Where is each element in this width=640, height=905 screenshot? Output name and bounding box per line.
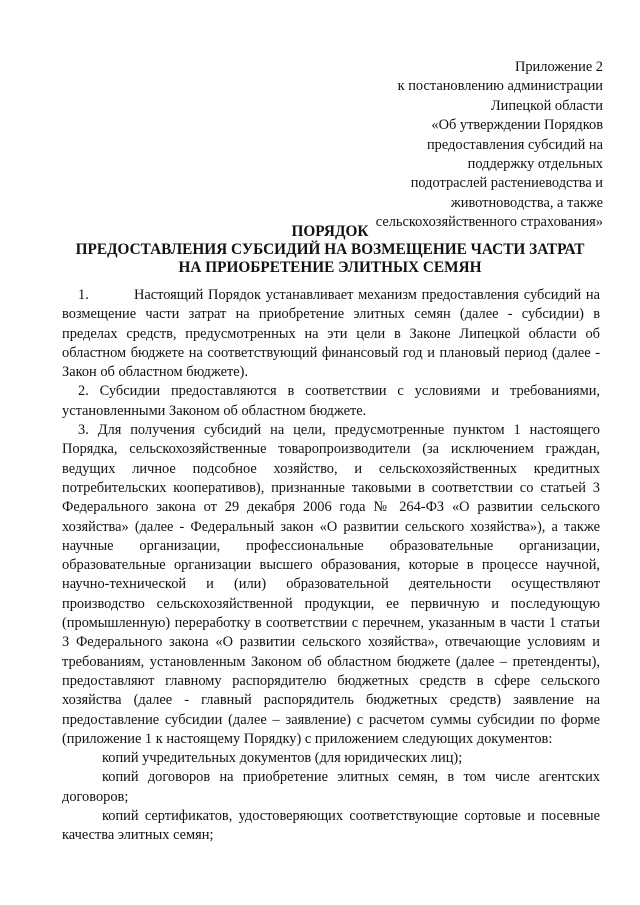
paragraph-number: 1. — [78, 287, 89, 303]
title-line: НА ПРИОБРЕТЕНИЕ ЭЛИТНЫХ СЕМЯН — [178, 259, 482, 276]
list-item: копий сертификатов, удостоверяющих соответствующие сортовые и посевные качества элитных семян; — [62, 808, 600, 844]
appendix-line: животноводства, а также — [450, 194, 603, 211]
appendix-line: к постановлению администрации — [397, 78, 603, 95]
appendix-line: предоставления субсидий на — [426, 136, 603, 153]
paragraph-2: 2. Субсидии предоставляются в соответствии с условиями и требованиями, установленными Законом об областном бюджете. — [62, 383, 600, 419]
appendix-line: подотраслей растениеводства и — [410, 175, 603, 192]
document-title — [60, 223, 600, 277]
appendix-line: Приложение 2 — [514, 59, 603, 75]
appendix-line: Липецкой области — [490, 97, 603, 114]
paragraph-1 — [62, 286, 600, 382]
appendix-header — [273, 58, 603, 233]
list-item: копий договоров на приобретение элитных семян, в том числе агентских договоров; — [62, 769, 600, 805]
list-item: копий учредительных документов (для юридических лиц); — [102, 750, 463, 767]
paragraph-text: Настоящий Порядок устанавливает механизм предоставления субсидий на возмещение части затрат на приобретение элитных семян (далее - субсидии) в пределах средств, предусмотренных на эти цели в Законе Липецкой области об областном бюджете на соответствующий финансовый год и плановый период (далее - Закон об областном бюджете). — [62, 287, 600, 381]
appendix-line: сельскохозяйственного страхования» — [375, 214, 603, 231]
appendix-line: «Об утверждении Порядков — [431, 117, 603, 134]
title-line: ПРЕДОСТАВЛЕНИЯ СУБСИДИЙ НА ВОЗМЕЩЕНИЕ ЧАСТИ ЗАТРАТ — [75, 241, 585, 258]
paragraph-3: 3. Для получения субсидий на цели, предусмотренные пунктом 1 настоящего Порядка, сельскохозяйственные товаропроизводители (за исключением граждан, ведущих личное подсобное хозяйство, и сельскохозяйственных кредитных потребительских кооперативов), признанные таковыми в соответствии со статьей 3 Федерального закона от 29 декабря 2006 года № 264-ФЗ «О развитии сельского хозяйства» (далее - Федеральный закон «О развитии сельского хозяйства»), а также научные организации, профессиональные образовательные организации, образовательные организации высшего образования, которые в процессе научной, научно-технической и (или) образовательной деятельности осуществляют производство сельскохозяйственной продукции, ее первичную и последующую (промышленную) переработку в соответствии с перечнем, указанным в части 1 статьи 3 Федерального закона «О развитии сельского хозяйства», отвечающие условиям и требованиям, установленным Законом об областном бюджете (далее – претенденты), предоставляют главному распорядителю бюджетных средств в сфере сельского хозяйства (далее - главный распорядитель бюджетных средств) заявление на предоставление субсидии (далее – заявление) с расчетом суммы субсидии по форме (приложение 1 к настоящему Порядку) с приложением следующих документов: — [62, 422, 600, 747]
document-body — [62, 286, 600, 846]
title-line: ПОРЯДОК — [291, 223, 369, 240]
appendix-line: поддержку отдельных — [467, 156, 603, 173]
